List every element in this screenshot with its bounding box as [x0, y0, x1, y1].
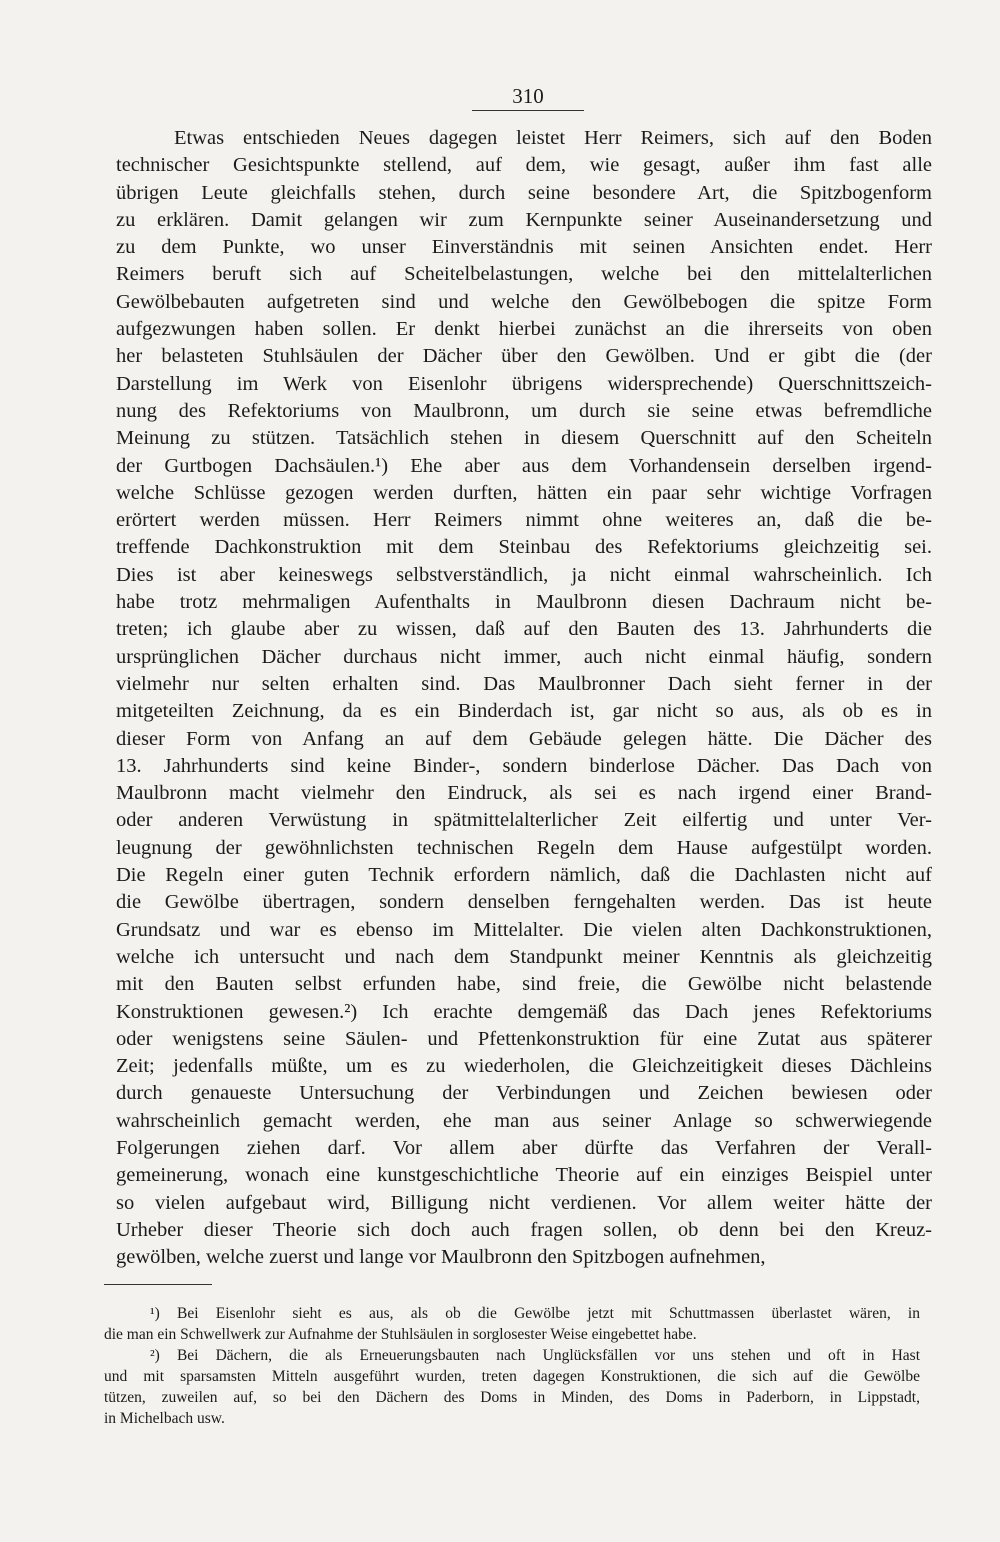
text-line: oder wenigstens seine Säulen- und Pfettenkonstruktion für eine Zutat aus späterer	[116, 1027, 932, 1050]
text-line: Folgerungen ziehen darf. Vor allem aber dürfte das Verfahren der Verall-	[116, 1136, 932, 1159]
text-line: Darstellung im Werk von Eisenlohr übrigens widersprechende) Querschnittszeich-	[116, 372, 932, 395]
text-line: vielmehr nur selten erhalten sind. Das Maulbronner Dach sieht ferner in der	[116, 672, 932, 695]
text-line: Grundsatz und war es ebenso im Mittelalter. Die vielen alten Dachkonstruktionen,	[116, 918, 932, 941]
footnote-line: in Michelbach usw.	[104, 1410, 225, 1427]
text-line: ursprünglichen Dächer durchaus nicht immer, auch nicht einmal häufig, sondern	[116, 645, 932, 668]
text-line: der Gurtbogen Dachsäulen.¹) Ehe aber aus dem Vorhandensein derselben irgend-	[116, 454, 932, 477]
text-line: so vielen aufgebaut wird, Billigung nicht verdienen. Vor allem weiter hätte der	[116, 1191, 932, 1214]
text-line: welche Schlüsse gezogen werden durften, hätten ein paar sehr wichtige Vorfragen	[116, 481, 932, 504]
text-line: erörtert werden müssen. Herr Reimers nimmt ohne weiteres an, daß die be-	[116, 509, 932, 532]
text-line: mit den Bauten selbst erfunden habe, sind freie, die Gewölbe nicht belastende	[116, 973, 932, 996]
text-line: gemeinerung, wonach eine kunstgeschichtliche Theorie auf ein einziges Beispiel unter	[116, 1164, 932, 1187]
footnote-1	[104, 1303, 920, 1345]
text-line: nung des Refektoriums von Maulbronn, um durch sie seine etwas befremdliche	[116, 399, 932, 422]
text-line: Die Regeln einer guten Technik erfordern nämlich, daß die Dachlasten nicht auf	[116, 864, 932, 887]
text-line: Gewölbebauten aufgetreten sind und welche den Gewölbebogen die spitze Form	[116, 290, 932, 313]
body-text	[116, 125, 932, 1271]
footnote-line: und mit sparsamsten Mitteln ausgeführt wurden, treten dagegen Konstruktionen, die sich auf die Gewölbe	[104, 1368, 920, 1385]
text-line: Meinung zu stützen. Tatsächlich stehen in diesem Querschnitt auf den Scheiteln	[116, 427, 932, 450]
text-line: mitgeteilten Zeichnung, da es ein Binderdach ist, gar nicht so aus, als ob es in	[116, 700, 932, 723]
page-number: 310	[472, 84, 584, 111]
footnote-2	[104, 1345, 920, 1429]
footnote-line: die man ein Schwellwerk zur Aufnahme der Stuhlsäulen in sorglosester Weise eingebettet habe.	[104, 1326, 697, 1343]
text-line: durch genaueste Untersuchung der Verbindungen und Zeichen bewiesen oder	[116, 1082, 932, 1105]
text-line: treffende Dachkonstruktion mit dem Steinbau des Refektoriums gleichzeitig sei.	[116, 536, 932, 559]
text-line: dieser Form von Anfang an auf dem Gebäude gelegen hätte. Die Dächer des	[116, 727, 932, 750]
text-line: gewölben, welche zuerst und lange vor Maulbronn den Spitzbogen aufnehmen,	[116, 1246, 766, 1269]
footnote-line: ¹) Bei Eisenlohr sieht es aus, als ob die Gewölbe jetzt mit Schuttmassen überlastet wären, in	[150, 1305, 920, 1322]
text-line: treten; ich glaube aber zu wissen, daß auf den Bauten des 13. Jahrhunderts die	[116, 618, 932, 641]
text-line: technischer Gesichtspunkte stellend, auf dem, wie gesagt, außer ihm fast alle	[116, 154, 932, 177]
text-line: zu erklären. Damit gelangen wir zum Kernpunkte seiner Auseinandersetzung und	[116, 208, 932, 231]
footnote-divider	[104, 1284, 212, 1285]
text-line: Reimers beruft sich auf Scheitelbelastungen, welche bei den mittelalterlichen	[116, 263, 932, 286]
text-line: Urheber dieser Theorie sich doch auch fragen sollen, ob denn bei den Kreuz-	[116, 1218, 932, 1241]
text-line: Zeit; jedenfalls müßte, um es zu wiederholen, die Gleichzeitigkeit dieses Dächleins	[116, 1055, 932, 1078]
text-line: wahrscheinlich gemacht werden, ehe man aus seiner Anlage so schwerwiegende	[116, 1109, 932, 1132]
text-line: die Gewölbe übertragen, sondern denselben ferngehalten werden. Das ist heute	[116, 891, 932, 914]
text-line: her belasteten Stuhlsäulen der Dächer über den Gewölben. Und er gibt die (der	[116, 345, 932, 368]
text-line: leugnung der gewöhnlichsten technischen Regeln dem Hause aufgestülpt worden.	[116, 836, 932, 859]
text-line: Dies ist aber keineswegs selbstverständlich, ja nicht einmal wahrscheinlich. Ich	[116, 563, 932, 586]
text-line: übrigen Leute gleichfalls stehen, durch seine besondere Art, die Spitzbogenform	[116, 181, 932, 204]
footnote-line: tützen, zuweilen auf, so bei den Dächern des Doms in Minden, des Doms in Paderborn, in Lippstadt,	[104, 1389, 920, 1406]
text-line: Maulbronn macht vielmehr den Eindruck, als sei es nach irgend einer Brand-	[116, 782, 932, 805]
text-line: Etwas entschieden Neues dagegen leistet Herr Reimers, sich auf den Boden	[174, 127, 932, 149]
text-line: welche ich untersucht und nach dem Standpunkt meiner Kenntnis als gleichzeitig	[116, 945, 932, 968]
text-line: oder anderen Verwüstung in spätmittelalterlicher Zeit eilfertig und unter Ver-	[116, 809, 932, 832]
footnote-line: ²) Bei Dächern, die als Erneuerungsbauten nach Unglücksfällen vor uns stehen und oft in Hast	[150, 1347, 920, 1364]
text-line: habe trotz mehrmaligen Aufenthalts in Maulbronn diesen Dachraum nicht be-	[116, 591, 932, 614]
text-line: zu dem Punkte, wo unser Einverständnis mit seinen Ansichten endet. Herr	[116, 236, 932, 259]
text-line: 13. Jahrhunderts sind keine Binder-, sondern binderlose Dächer. Das Dach von	[116, 754, 932, 777]
text-line: aufgezwungen haben sollen. Er denkt hierbei zunächst an die ihrerseits von oben	[116, 318, 932, 341]
text-line: Konstruktionen gewesen.²) Ich erachte demgemäß das Dach jenes Refektoriums	[116, 1000, 932, 1023]
footnotes	[104, 1303, 920, 1429]
